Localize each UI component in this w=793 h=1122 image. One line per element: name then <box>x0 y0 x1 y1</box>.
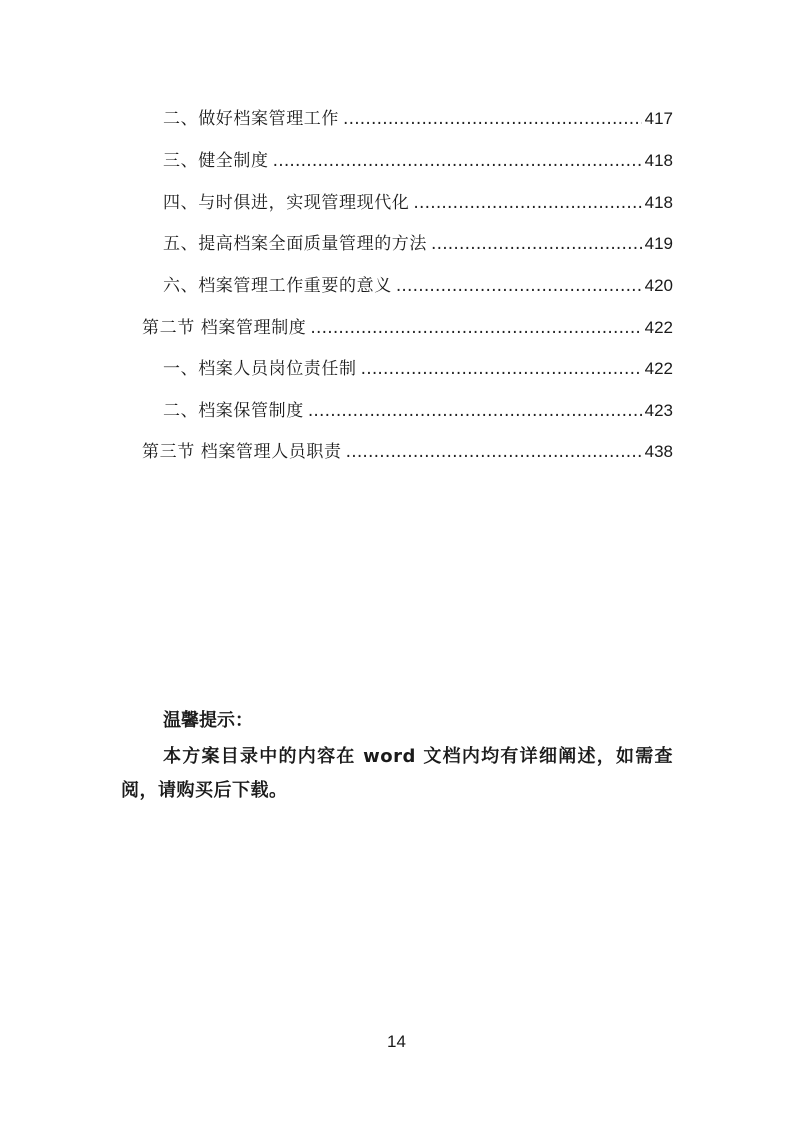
toc-entry[interactable] <box>163 188 673 214</box>
toc-entry-page: 418 <box>644 151 673 170</box>
toc-dot-leader <box>310 318 641 338</box>
toc-entry-title: 三、健全制度 <box>163 151 269 171</box>
toc-entry-page: 423 <box>644 401 673 420</box>
toc-entry[interactable] <box>163 104 673 130</box>
toc-entry-title: 二、档案保管制度 <box>163 401 304 421</box>
toc-dot-leader <box>361 359 642 379</box>
toc-entry-page: 418 <box>644 193 673 212</box>
toc-entry-page: 422 <box>644 318 673 337</box>
toc-entry-title: 第二节 档案管理制度 <box>142 318 307 338</box>
toc-entry-title: 五、提高档案全面质量管理的方法 <box>163 234 427 254</box>
toc-entry-title: 一、档案人员岗位责任制 <box>163 359 357 379</box>
toc-section-entry[interactable] <box>142 313 673 339</box>
toc-entry-title: 六、档案管理工作重要的意义 <box>163 276 392 296</box>
toc-entry-page: 420 <box>644 276 673 295</box>
page-number: 14 <box>387 1032 406 1051</box>
toc-entry-title: 四、与时俱进，实现管理现代化 <box>163 193 410 213</box>
toc-dot-leader <box>273 151 642 171</box>
toc-section-entry[interactable] <box>142 437 673 463</box>
toc-dot-leader <box>396 276 642 296</box>
toc-entry-page: 417 <box>644 109 673 128</box>
toc-entry[interactable] <box>163 354 673 380</box>
toc-entry-page: 438 <box>644 442 673 461</box>
toc-entry-page: 422 <box>644 359 673 378</box>
notice-body: 本方案目录中的内容在 word 文档内均有详细阐述，如需查阅，请购买后下载。 <box>121 746 673 801</box>
notice-heading: 温馨提示： <box>163 710 253 731</box>
toc-dot-leader <box>346 442 642 462</box>
toc-entry-page: 419 <box>644 234 673 253</box>
toc-entry-title: 第三节 档案管理人员职责 <box>142 442 342 462</box>
toc-entry[interactable] <box>163 271 673 297</box>
toc-entry[interactable] <box>163 229 673 255</box>
toc-entry[interactable] <box>163 396 673 422</box>
toc-dot-leader <box>343 109 642 129</box>
toc-entry-title: 二、做好档案管理工作 <box>163 109 339 129</box>
toc-dot-leader <box>431 234 642 254</box>
toc-dot-leader <box>308 401 642 421</box>
toc-entry[interactable] <box>163 146 673 172</box>
toc-dot-leader <box>413 193 641 213</box>
